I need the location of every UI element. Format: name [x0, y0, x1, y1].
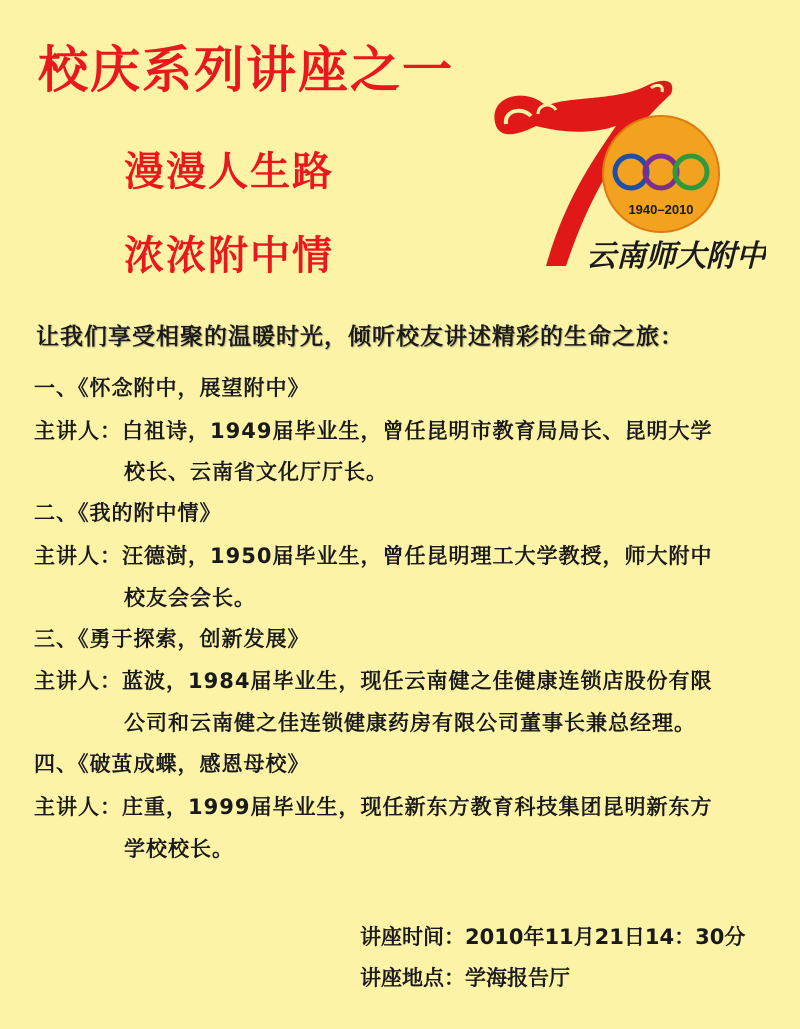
lecture-time: 讲座时间：2010年11月21日14：30分 — [360, 925, 746, 949]
lecture-1-title: 一、《怀念附中，展望附中》 — [34, 376, 310, 400]
lecture-1-speaker: 主讲人：白祖诗，1949届毕业生，曾任昆明市教育局局长、昆明大学 — [34, 419, 713, 443]
page-title: 校庆系列讲座之一 — [38, 41, 454, 99]
anniversary-logo — [476, 66, 766, 296]
lecture-1-speaker-cont: 校长、云南省文化厅厅长。 — [124, 460, 388, 484]
lecture-4-title: 四、《破茧成蝶，感恩母校》 — [34, 752, 310, 776]
subtitle-1: 漫漫人生路 — [124, 149, 334, 195]
lecture-2-title: 二、《我的附中情》 — [34, 501, 222, 525]
logo-school: 云南师大附中 — [586, 239, 766, 274]
logo-years: 1940–2010 — [628, 202, 694, 217]
lecture-4-speaker: 主讲人：庄重，1999届毕业生，现任新东方教育科技集团昆明新东方 — [34, 795, 713, 819]
lecture-3-speaker-cont: 公司和云南健之佳连锁健康药房有限公司董事长兼总经理。 — [124, 711, 696, 735]
lecture-2-speaker-cont: 校友会会长。 — [124, 586, 256, 610]
lecture-2-speaker: 主讲人：汪德澍，1950届毕业生，曾任昆明理工大学教授，师大附中 — [34, 544, 713, 568]
subtitle-2: 浓浓附中情 — [124, 233, 334, 279]
lecture-place: 讲座地点：学海报告厅 — [360, 966, 570, 990]
lecture-3-speaker: 主讲人：蓝波，1984届毕业生，现任云南健之佳健康连锁店股份有限 — [34, 669, 713, 693]
lecture-4-speaker-cont: 学校校长。 — [124, 837, 234, 861]
intro-text: 让我们享受相聚的温暖时光，倾听校友讲述精彩的生命之旅： — [36, 324, 684, 350]
lecture-3-title: 三、《勇于探索，创新发展》 — [34, 627, 310, 651]
